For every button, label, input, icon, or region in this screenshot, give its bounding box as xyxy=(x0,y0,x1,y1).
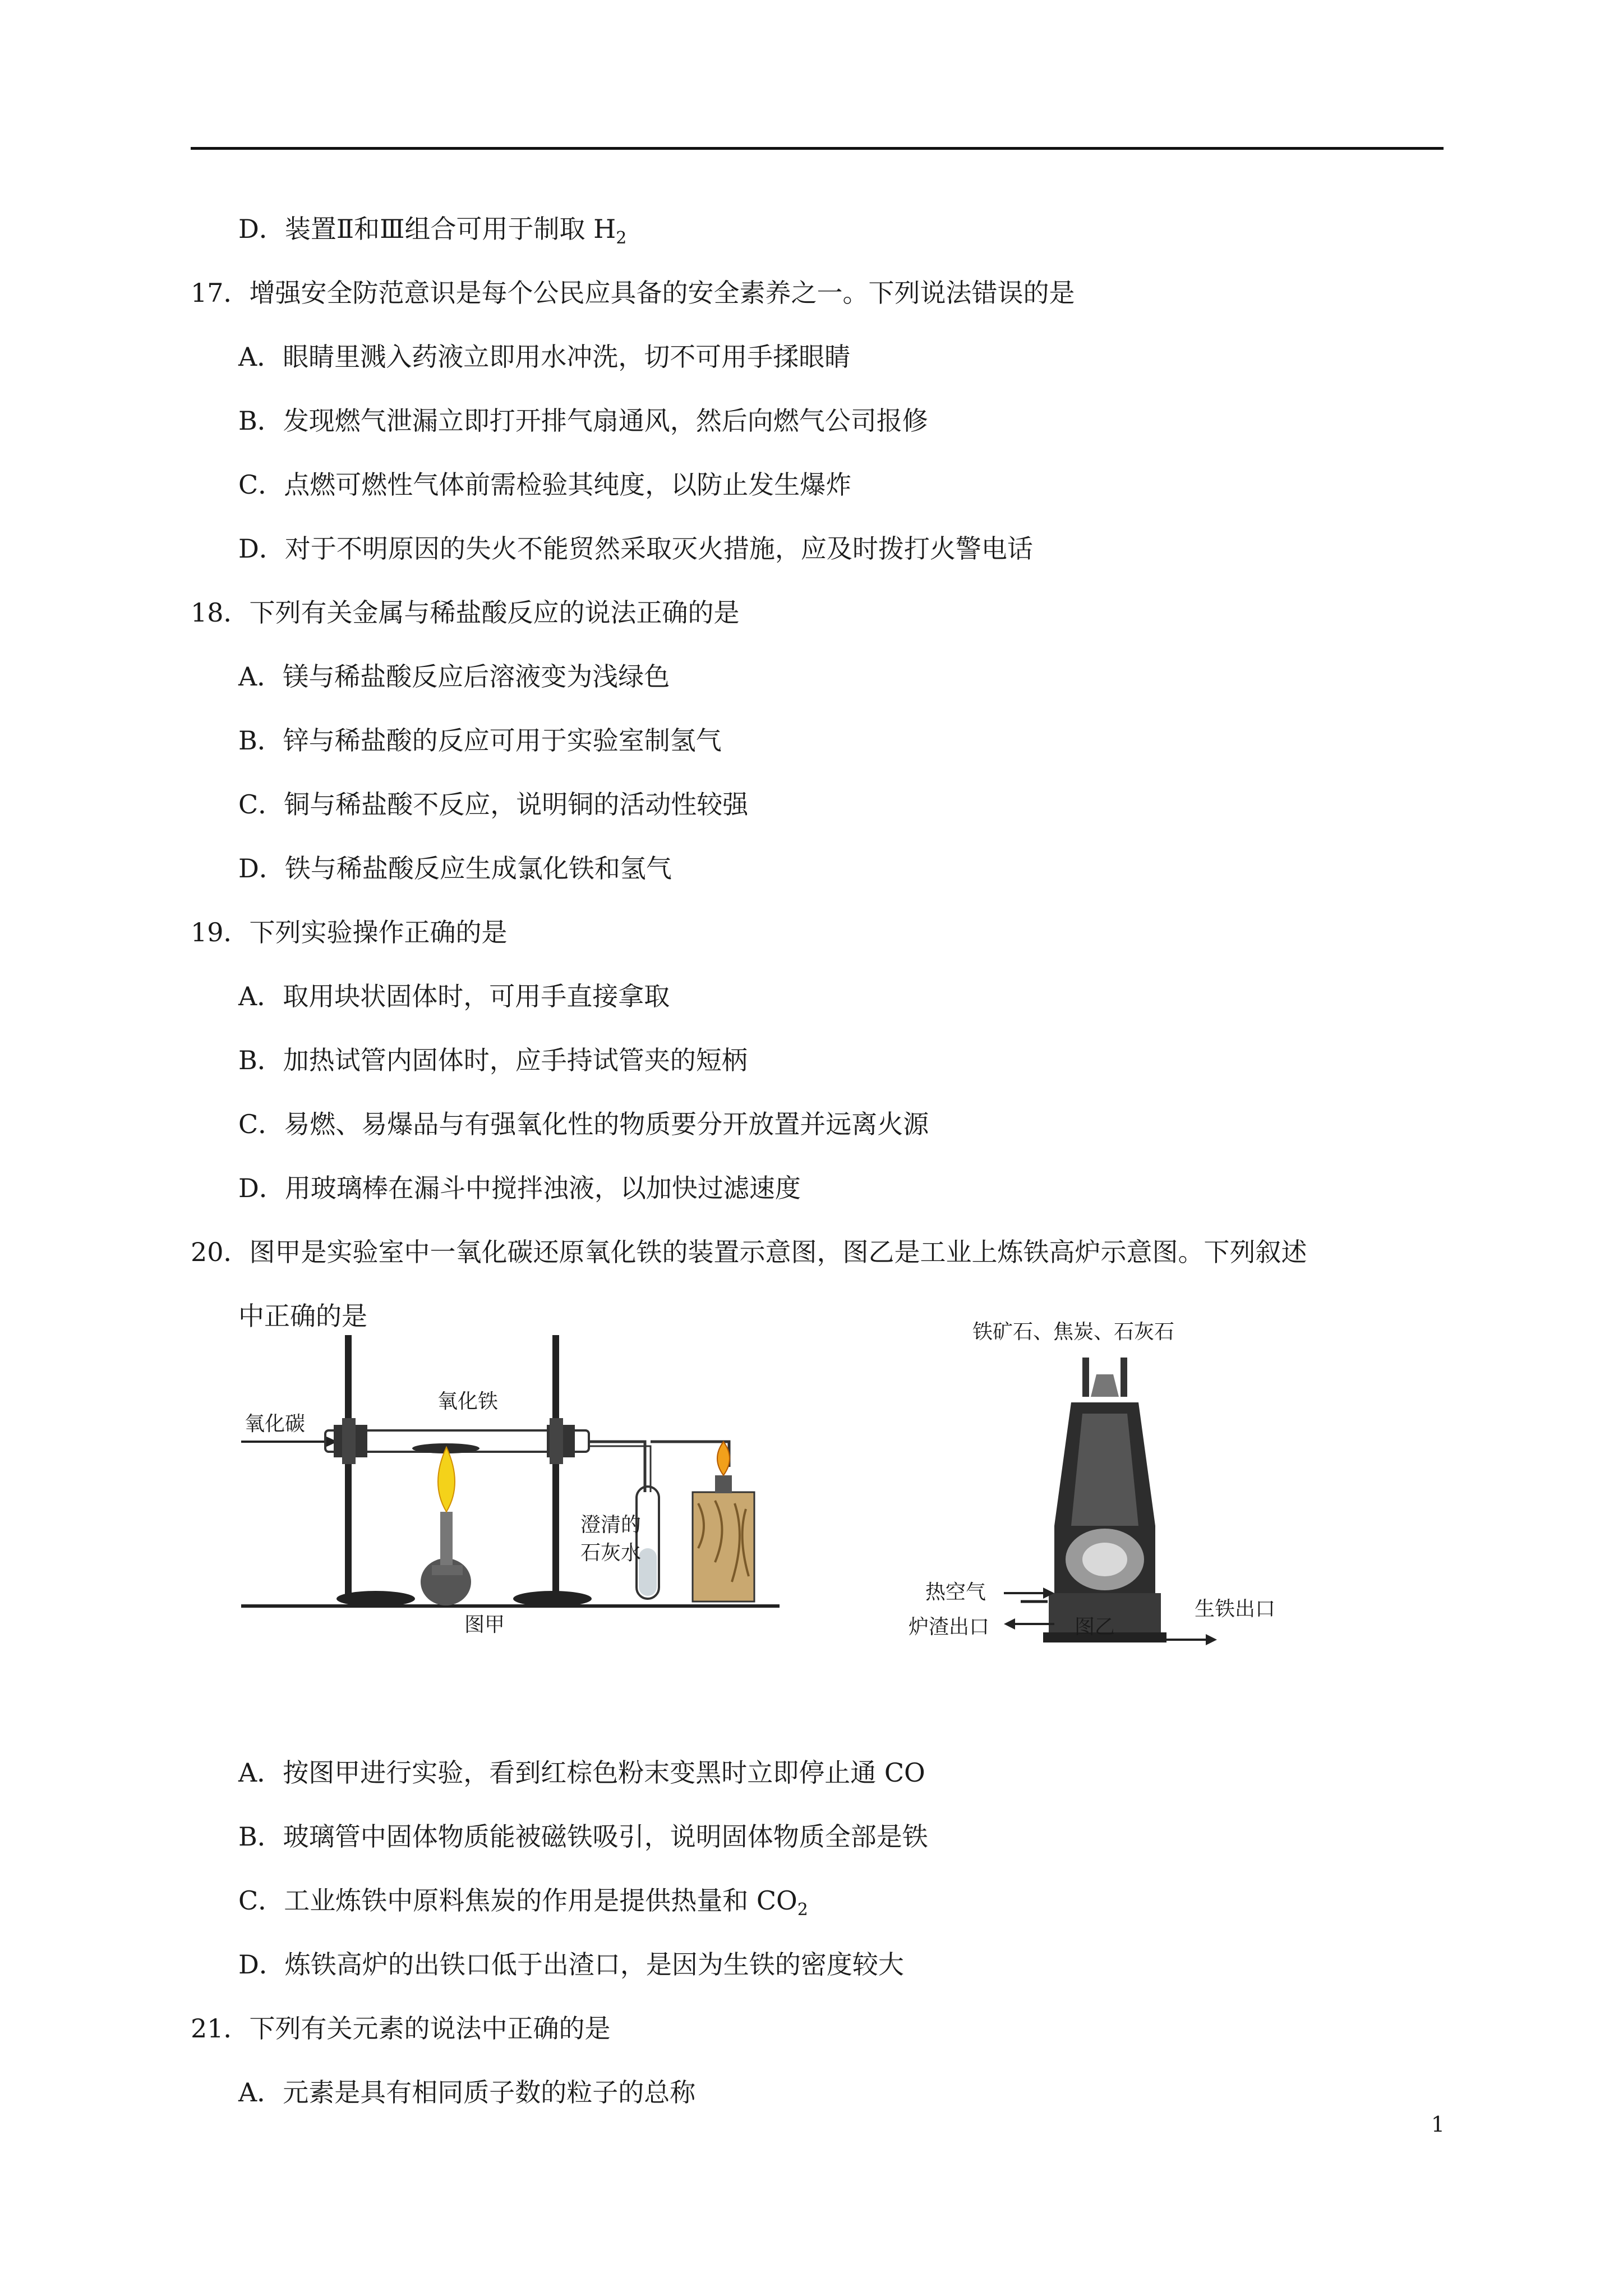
figure-jia-fe2o3-label: 氧化铁 xyxy=(437,1390,499,1413)
q19-option-d: D．用玻璃棒在漏斗中搅拌浊液，以加快过滤速度 xyxy=(238,1173,801,1203)
figure-yi-iron-outlet-label: 生铁出口 xyxy=(1195,1598,1276,1621)
q17-option-d: D．对于不明原因的失火不能贸然采取灭火措施，应及时拨打火警电话 xyxy=(238,533,1033,564)
q19-option-c: C．易燃、易爆品与有强氧化性的物质要分开放置并远离火源 xyxy=(238,1109,929,1139)
figure-jia-co-label: 氧化碳 xyxy=(245,1412,306,1435)
figure-jia-limewater-line1: 澄清的 xyxy=(580,1513,642,1536)
q17-option-c: C．点燃可燃性气体前需检验其纯度，以防止发生爆炸 xyxy=(238,470,852,500)
page-number: 1 xyxy=(1431,2112,1445,2137)
q20-option-a: A．按图甲进行实验，看到红棕色粉末变黑时立即停止通 CO xyxy=(238,1757,925,1788)
q20-option-d: D．炼铁高炉的出铁口低于出渣口，是因为生铁的密度较大 xyxy=(238,1949,904,1980)
q19-stem: 19．下列实验操作正确的是 xyxy=(191,917,508,947)
q20-stem-line2: 中正确的是 xyxy=(238,1301,367,1331)
figure-yi-caption: 图乙 xyxy=(1075,1616,1115,1639)
q18-option-c: C．铜与稀盐酸不反应，说明铜的活动性较强 xyxy=(238,789,749,820)
figure-jia-apparatus xyxy=(241,1324,796,1638)
figure-yi-slag-outlet-label: 炉渣出口 xyxy=(909,1616,990,1639)
figure-yi-hot-air-arrow xyxy=(1004,1576,1054,1610)
figure-yi-blast-furnace xyxy=(1043,1358,1166,1655)
q20-option-b: B．玻璃管中固体物质能被磁铁吸引，说明固体物质全部是铁 xyxy=(238,1821,928,1852)
q20-stem-line1: 20．图甲是实验室中一氧化碳还原氧化铁的装置示意图，图乙是工业上炼铁高炉示意图。下列叙述 xyxy=(191,1237,1307,1267)
q18-option-d: D．铁与稀盐酸反应生成氯化铁和氢气 xyxy=(238,853,672,884)
q17-stem: 17．增强安全防范意识是每个公民应具备的安全素养之一。下列说法错误的是 xyxy=(191,278,1075,308)
q16-option-d: D．装置Ⅱ和Ⅲ组合可用于制取 $H_2$ xyxy=(238,214,627,248)
figure-yi-hot-air-label: 热空气 xyxy=(925,1581,986,1604)
q18-option-b: B．锌与稀盐酸的反应可用于实验室制氢气 xyxy=(238,725,722,756)
figure-jia-caption: 图甲 xyxy=(464,1613,505,1636)
figure-yi-iron-arrow xyxy=(1166,1626,1217,1654)
q17-option-a: A．眼睛里溅入药液立即用水冲洗，切不可用手揉眼睛 xyxy=(238,342,851,372)
figure-jia-limewater-line2: 石灰水 xyxy=(580,1542,642,1565)
q17-option-b: B．发现燃气泄漏立即打开排气扇通风，然后向燃气公司报修 xyxy=(238,406,928,436)
q21-option-a: A．元素是具有相同质子数的粒子的总称 xyxy=(238,2077,696,2108)
header-rule xyxy=(191,147,1444,150)
q19-option-b: B．加热试管内固体时，应手持试管夹的短柄 xyxy=(238,1045,748,1075)
q19-option-a: A．取用块状固体时，可用手直接拿取 xyxy=(238,981,670,1011)
q18-stem: 18．下列有关金属与稀盐酸反应的说法正确的是 xyxy=(191,597,740,628)
q18-option-a: A．镁与稀盐酸反应后溶液变为浅绿色 xyxy=(238,661,670,692)
figure-yi-slag-arrow xyxy=(1004,1610,1054,1638)
q20-option-c: C．工业炼铁中原料焦炭的作用是提供热量和 $CO_2$ xyxy=(238,1885,808,1920)
q21-stem: 21．下列有关元素的说法中正确的是 xyxy=(191,2013,611,2044)
figure-yi-top-label: 铁矿石、焦炭、石灰石 xyxy=(972,1320,1175,1343)
